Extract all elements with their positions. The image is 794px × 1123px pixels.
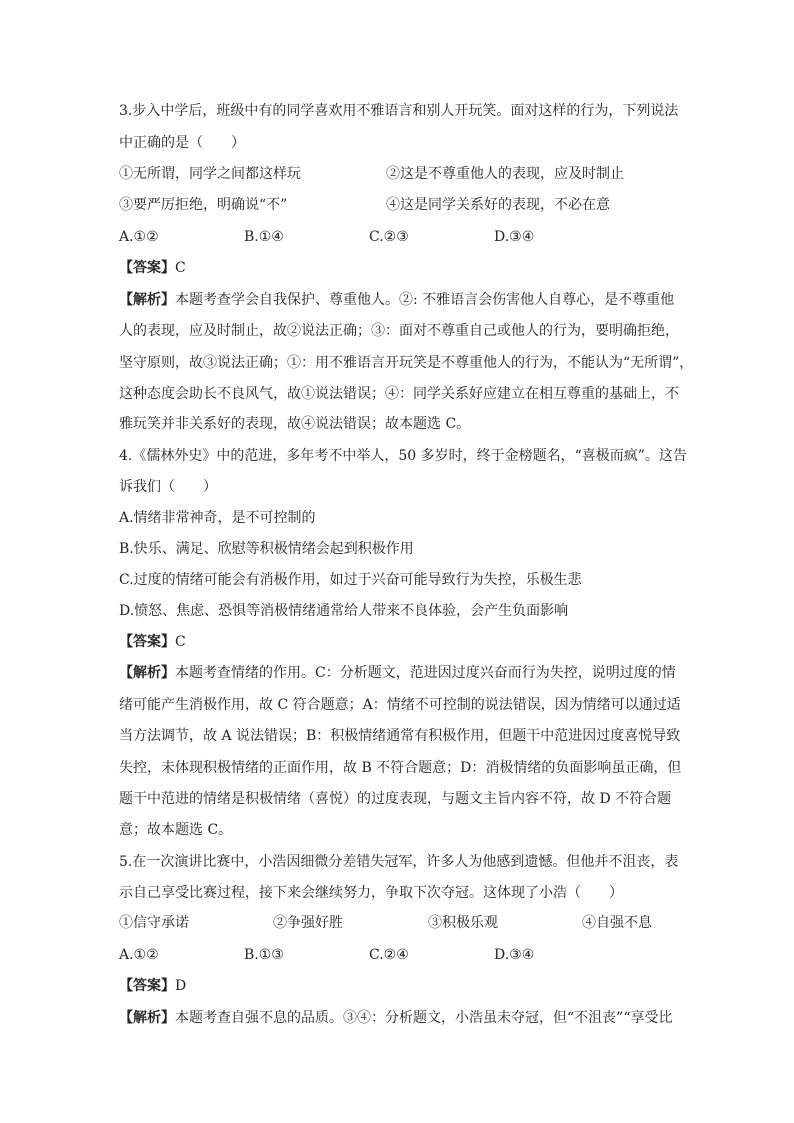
q3-analysis-line-3: 坚守原则，故③说法正确；①：用不雅语言开玩笑是不尊重他人的行为，不能认为“无所谓”， bbox=[119, 355, 694, 371]
answer-value: C bbox=[175, 634, 186, 650]
analysis-tag: 【解析】 bbox=[119, 1010, 175, 1026]
answer-tag: 【答案】 bbox=[119, 978, 175, 994]
q5-item-1: ①信守承诺 bbox=[119, 915, 189, 931]
q5-item-4: ④自强不息 bbox=[582, 915, 652, 931]
q3-item-2: ②这是不尊重他人的表现，应及时制止 bbox=[386, 166, 624, 182]
q4-option-d: D.愤怒、焦虑、恐惧等消极情绪通常给人带来不良体验，会产生负面影响 bbox=[119, 603, 569, 619]
q4-option-a: A.情绪非常神奇，是不可控制的 bbox=[119, 510, 316, 526]
answer-value: C bbox=[175, 260, 186, 276]
q5-choice-d: D.③④ bbox=[494, 947, 535, 963]
q5-stem-line-1: 5.在一次演讲比赛中，小浩因细微分差错失冠军，许多人为他感到遗憾。但他并不沮丧，表 bbox=[119, 854, 679, 870]
q3-analysis-line-1 bbox=[119, 290, 699, 310]
q4-answer bbox=[119, 632, 699, 652]
q3-analysis-line-2: 人的表现，应及时制止，故②说法正确；③：面对不尊重自己或他人的行为，要明确拒绝， bbox=[119, 323, 679, 339]
q4-analysis-line-5: 题干中范进的情绪是积极情绪（喜悦）的过度表现，与题文主旨内容不符，故 D 不符合题 bbox=[119, 791, 672, 807]
q3-item-3: ③要严厉拒绝，明确说“不” bbox=[119, 197, 288, 213]
q5-item-2: ②争强好胜 bbox=[273, 915, 343, 931]
analysis-text: 本题考查学会自我保护、尊重他人。②: 不雅语言会伤害他人自尊心，是不尊重他 bbox=[175, 292, 675, 308]
q3-analysis-line-5: 雅玩笑并非关系好的表现，故④说法错误；故本题选 C。 bbox=[119, 416, 471, 432]
analysis-text: 本题考查情绪的作用。C：分析题文，范进因过度兴奋而行为失控，说明过度的情 bbox=[175, 665, 676, 681]
q3-analysis-line-4: 这种态度会助长不良风气，故①说法错误；④：同学关系好应建立在相互尊重的基础上，不 bbox=[119, 386, 679, 402]
q3-choice-c: C.②③ bbox=[369, 229, 409, 245]
q3-stem-line-2: 中正确的是（ ） bbox=[119, 135, 245, 151]
answer-tag: 【答案】 bbox=[119, 634, 175, 650]
q4-analysis-line-2: 绪可能产生消极作用，故 C 符合题意；A：情绪不可控制的说法错误，因为情绪可以通过适 bbox=[119, 697, 681, 713]
q3-choice-d: D.③④ bbox=[494, 229, 535, 245]
q5-choice-c: C.②④ bbox=[369, 947, 409, 963]
analysis-tag: 【解析】 bbox=[119, 292, 175, 308]
q3-choice-a: A.①② bbox=[119, 229, 159, 245]
q4-analysis-line-4: 失控，未体现积极情绪的正面作用，故 B 不符合题意；D：消极情绪的负面影响虽正确，但 bbox=[119, 760, 682, 776]
q5-choice-a: A.①② bbox=[119, 947, 159, 963]
q3-choice-b: B.①④ bbox=[244, 229, 284, 245]
q4-analysis-line-6: 意；故本题选 C。 bbox=[119, 822, 233, 838]
q5-stem-line-2: 示自己享受比赛过程，接下来会继续努力，争取下次夺冠。这体现了小浩（ ） bbox=[119, 885, 623, 901]
q5-item-3: ③积极乐观 bbox=[428, 915, 498, 931]
q5-choice-b: B.①③ bbox=[244, 947, 284, 963]
q4-analysis-line-3: 当方法调节，故 A 说法错误；B：积极情绪通常有积极作用，但题干中范进因过度喜悦导致 bbox=[119, 728, 681, 744]
answer-value: D bbox=[175, 978, 187, 994]
q4-option-c: C.过度的情绪可能会有消极作用，如过于兴奋可能导致行为失控，乐极生悲 bbox=[119, 572, 582, 588]
answer-tag: 【答案】 bbox=[119, 260, 175, 276]
q4-stem-line-1: 4.《儒林外史》中的范进，多年考不中举人，50 多岁时，终于金榜题名，“喜极而疯”。这告 bbox=[119, 448, 687, 464]
q5-analysis-line-1 bbox=[119, 1008, 699, 1028]
q3-answer bbox=[119, 258, 699, 278]
q5-answer bbox=[119, 976, 699, 996]
q4-stem-line-2: 诉我们（ ） bbox=[119, 479, 217, 495]
q3-item-1: ①无所谓，同学之间都这样玩 bbox=[119, 166, 301, 182]
q4-option-b: B.快乐、满足、欣慰等积极情绪会起到积极作用 bbox=[119, 541, 414, 557]
q4-analysis-line-1 bbox=[119, 663, 699, 683]
analysis-text: 本题考查自强不息的品质。③④：分析题文，小浩虽未夺冠，但“不沮丧”“享受比 bbox=[175, 1010, 673, 1026]
analysis-tag: 【解析】 bbox=[119, 665, 175, 681]
q3-stem-line-1: 3.步入中学后，班级中有的同学喜欢用不雅语言和别人开玩笑。面对这样的行为，下列说法 bbox=[119, 103, 679, 119]
q3-item-4: ④这是同学关系好的表现，不必在意 bbox=[386, 197, 610, 213]
